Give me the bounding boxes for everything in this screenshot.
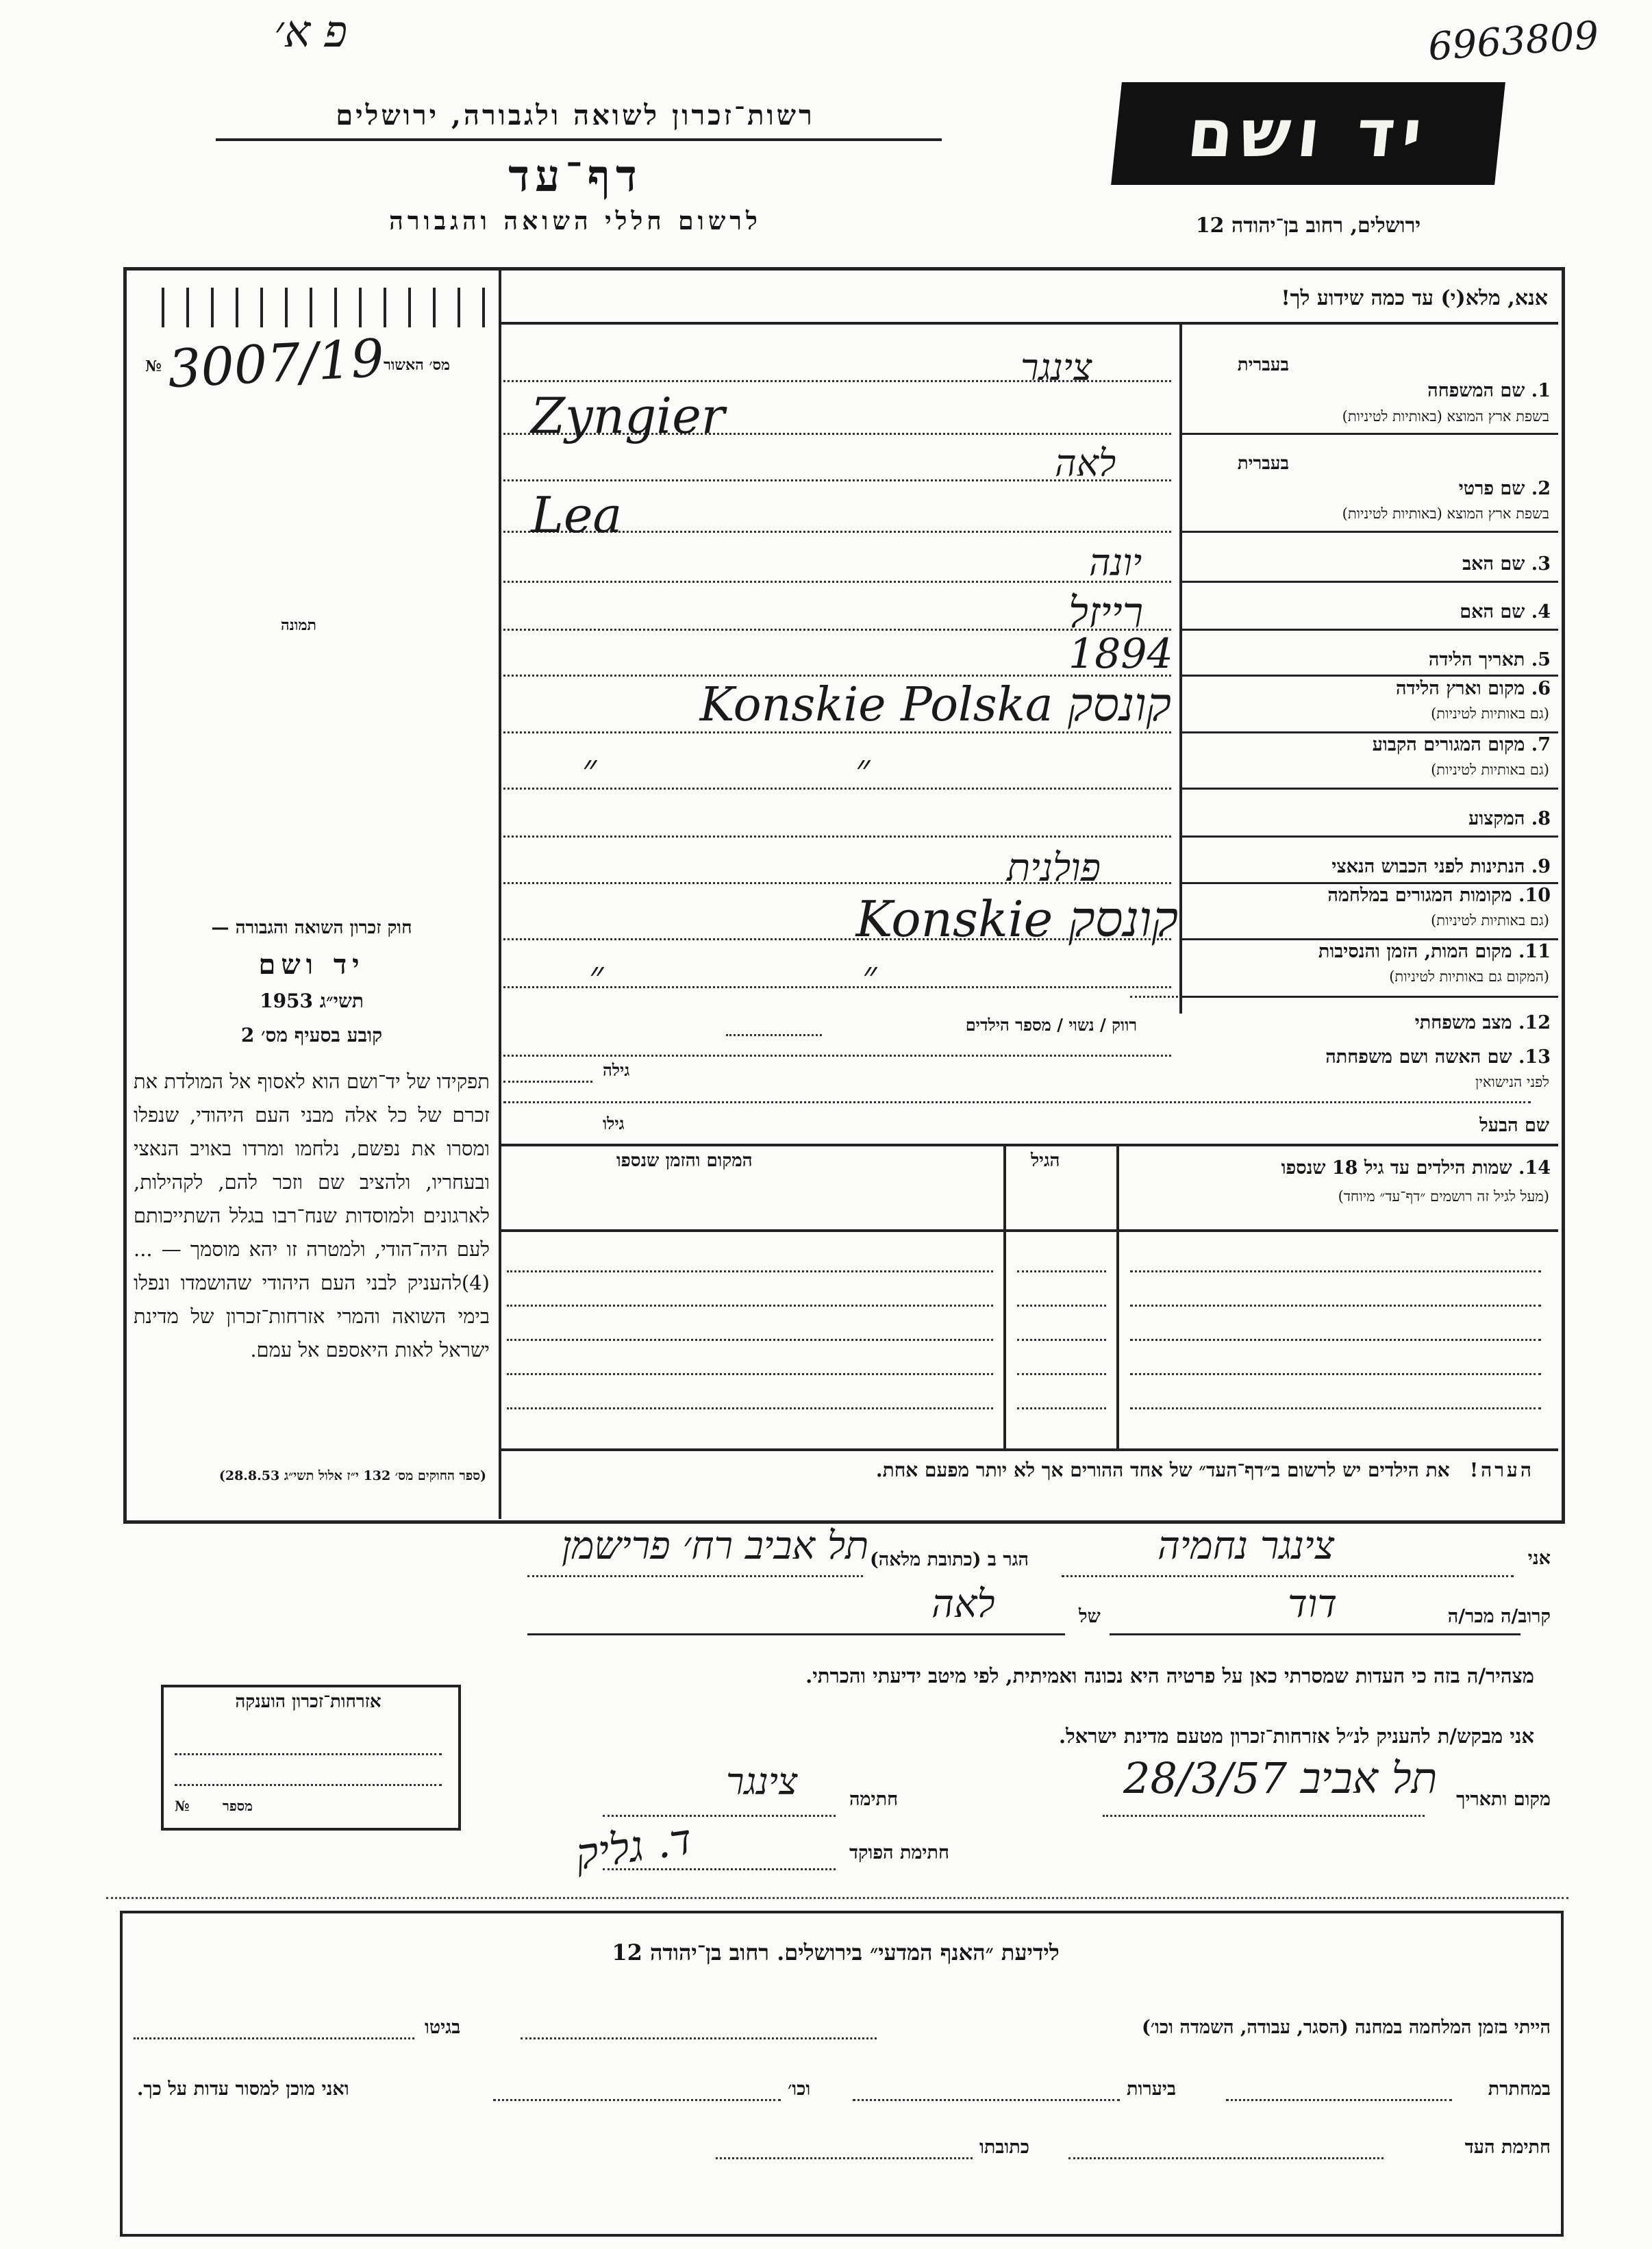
decl-resides-label: הגר ב (כתובת מלאה) <box>870 1549 1029 1570</box>
sep <box>1179 835 1558 838</box>
field-12-label: 12. מצב משפחתי <box>1414 1012 1551 1033</box>
field-7-sub: (גם באותיות לטיניות) <box>1431 762 1549 778</box>
children-line <box>1017 1339 1106 1341</box>
children-col-place: המקום והזמן שנספו <box>616 1151 753 1171</box>
bottom-line2-a: במחתרת <box>1488 2078 1551 2100</box>
children-line <box>507 1373 993 1375</box>
sep <box>1179 731 1558 733</box>
children-col-divider <box>1003 1145 1006 1450</box>
bottom-line <box>853 2099 1120 2101</box>
children-line <box>507 1407 993 1409</box>
note-top <box>499 1448 1558 1451</box>
field-1-value-he: צינגר <box>1021 346 1092 389</box>
bottom-line2-end: ואני מוכן למסור עדות על כך. <box>137 2078 349 2100</box>
decl-relation-label: קרוב/ה מכר/ה <box>1447 1606 1551 1627</box>
law-year: תשי״ג 1953 <box>260 990 364 1012</box>
approval-prefix: № <box>145 357 162 375</box>
tick <box>211 288 214 327</box>
husband-label: שם הבעל <box>1479 1115 1549 1136</box>
decl-of-label: של <box>1079 1606 1101 1627</box>
field-2-label: 2. שם פרטי <box>1458 478 1551 499</box>
field-13-label: 13. שם האשה ושם משפחתה <box>1325 1046 1551 1068</box>
children-label: 14. שמות הילדים עד גיל 18 שנספו <box>1281 1157 1551 1179</box>
yad-vashem-logo <box>1111 82 1505 185</box>
field-11-sub: (המקום גם באותיות לטיניות) <box>1389 968 1549 985</box>
org-underline <box>216 138 942 141</box>
children-line <box>1130 1339 1541 1341</box>
children-line <box>1130 1407 1541 1409</box>
citizenship-number-label: מספר <box>223 1798 253 1814</box>
decl-line <box>1103 1815 1425 1817</box>
tick <box>384 288 386 327</box>
children-sub: (מעל לגיל זה רושמים ״דף־עד״ מיוחד) <box>1338 1188 1549 1205</box>
decl-line <box>527 1633 1065 1635</box>
bottom-line <box>1226 2099 1452 2101</box>
cut-line <box>106 1897 1568 1899</box>
bottom-line <box>1068 2157 1384 2159</box>
decl-line <box>1110 1633 1520 1635</box>
tick <box>359 288 362 327</box>
law-title: חוק זכרון השואה והגבורה — <box>211 918 412 938</box>
decl-line <box>527 1575 863 1577</box>
children-line <box>1130 1373 1541 1375</box>
tick <box>236 288 238 327</box>
children-col-age: הגיל <box>1031 1151 1060 1171</box>
bottom-line <box>521 2037 877 2039</box>
value-line <box>726 1034 822 1036</box>
photo-label: תמונה <box>281 616 316 634</box>
decl-line <box>603 1868 836 1870</box>
field-11-label: 11. מקום המות, הזמן והנסיבות <box>1318 941 1551 962</box>
sep <box>1179 938 1558 940</box>
bottom-line3-b: כתובתו <box>979 2137 1029 2158</box>
field-5-value: 1894 <box>1068 630 1173 678</box>
decl-request: אני מבקש/ת להעניק לנ״ל אזרחות־זכרון מטעם מדינת ישראל. <box>1059 1724 1534 1748</box>
decl-signature-value: צינגר <box>726 1760 798 1803</box>
field-4-label: 4. שם האם <box>1460 601 1551 623</box>
law-name: יד ושם <box>258 948 365 981</box>
field-1-sub: בשפת ארץ המוצא (באותיות לטיניות) <box>1342 408 1549 425</box>
tick <box>310 288 312 327</box>
sep <box>1179 433 1558 435</box>
decl-resides-value: תל אביב רח׳ פרישמן <box>562 1524 869 1568</box>
field-2-sub: בשפת ארץ המוצא (באותיות לטיניות) <box>1342 505 1549 522</box>
sep <box>1179 531 1558 533</box>
children-line <box>507 1339 993 1341</box>
field-1-value-latin: Zyngier <box>531 387 725 444</box>
field-13-side: גילה <box>603 1060 630 1080</box>
value-line <box>503 1101 1531 1103</box>
tick <box>162 288 164 327</box>
decl-place-date-label: מקום ותאריך <box>1456 1789 1551 1810</box>
field-9-value: פולנית <box>1007 846 1101 890</box>
approval-label: מס׳ האשור <box>384 356 451 374</box>
sep <box>1179 882 1558 884</box>
intro-text: אנא, מלא(י) עד כמה שידוע לך! <box>1281 286 1548 310</box>
children-line <box>1017 1373 1106 1375</box>
children-line <box>1017 1305 1106 1307</box>
value-line <box>503 1081 592 1083</box>
sep <box>1179 996 1558 998</box>
header-address: ירושלים, רחוב בן־יהודה 12 <box>1195 214 1421 238</box>
approval-value: 3007/19 <box>166 327 386 400</box>
hebrew-tag-2: בעברית <box>1237 453 1289 474</box>
top-right-number: 6963809 <box>1427 13 1601 70</box>
law-clause: קובע בסעיף מס׳ 2 <box>240 1024 383 1046</box>
sep <box>1179 629 1558 631</box>
note-text: את הילדים יש לרשום ב״דף־העד״ של אחד ההורים אך לא יותר מפעם אחת. <box>875 1459 1450 1481</box>
bottom-line <box>134 2037 414 2039</box>
law-ref: (ספר החוקים מס׳ 132 י״ז אלול תשי״ג 28.8.53) <box>218 1468 486 1483</box>
decl-i-value: צינגר נחמיה <box>1157 1524 1335 1568</box>
tick <box>482 288 485 327</box>
decl-affirm: מצהיר/ה בזה כי העדות שמסרתי כאן על פרטיה היא נכונה ואמיתית, לפי מיטב ידיעתי והכרתי. <box>805 1664 1534 1687</box>
field-1-label: 1. שם המשפחה <box>1427 380 1551 401</box>
bottom-line2-b: ביערות <box>1127 2078 1177 2100</box>
field-10-label: 10. מקומות המגורים במלחמה <box>1327 885 1551 906</box>
decl-official-label: חתימת הפוקד <box>849 1842 949 1863</box>
field-6-sub: (גם באותיות לטיניות) <box>1431 705 1549 722</box>
law-body: תפקידו של יד־ושם הוא לאסוף אל המולדת את זכרם של כל אלה מבני העם היהודי, שנפלו ומסרו את נפשם, נלחמו ומרדו באויב הנאצי ובעחריו, ולהציב שם וזכר להם, לקהילות, לארגונים ולמוסדות שנח־רבו בגלל השתייכותם לעם היה־הודי, ולמטרה זו יהא מוסמך — ...(4)להעניק לבני העם היהודי שהושמדו ונפלו בימי השואה והמרי אזרחות־זכרון של מדינת ישראל לאות היאספם אל עמם. <box>134 1070 490 1361</box>
bottom-title: לידיעת ״האנף המדעי״ בירושלים. רחוב בן־יהודה 12 <box>612 1939 1060 1965</box>
field-6-label: 6. מקום וארץ הלידה <box>1396 678 1551 699</box>
value-line <box>1130 996 1178 998</box>
children-line <box>1130 1305 1541 1307</box>
field-5-label: 5. תאריך הלידה <box>1428 649 1551 670</box>
field-9-label: 9. הנתינות לפני הכבוש הנאצי <box>1331 856 1551 877</box>
value-line <box>503 581 1171 583</box>
children-line <box>507 1270 993 1272</box>
sep <box>1179 788 1558 790</box>
tick <box>334 288 337 327</box>
children-col-divider <box>1116 1145 1119 1450</box>
labels-divider <box>1179 322 1182 1014</box>
bottom-line2-c: וכו׳ <box>788 2078 811 2100</box>
field-7-value: ״ ״ <box>582 746 994 791</box>
citizenship-title: אזרחות־זכרון הוענקה <box>235 1692 381 1712</box>
decl-place-date-value: תל אביב 28/3/57 <box>1123 1753 1438 1803</box>
tick <box>285 288 288 327</box>
field-6-value: קונסק Konskie Polska <box>699 678 1171 732</box>
field-10-value: קונסק Konskie <box>855 890 1178 948</box>
note-label: הערה! <box>1469 1459 1534 1481</box>
children-line <box>1017 1270 1106 1272</box>
hebrew-tag-1: בעברית <box>1237 355 1289 375</box>
citizenship-line <box>175 1784 442 1786</box>
decl-official-value: ד. גליק <box>572 1813 695 1880</box>
field-12-options: רווק / נשוי / מספר הילדים <box>965 1015 1137 1035</box>
citizenship-line <box>175 1753 442 1755</box>
bottom-line1-label: הייתי בזמן המלחמה במחנה (הסגר, עבודה, השמדה וכו׳) <box>1142 2017 1551 2038</box>
field-2-value-he: לאה <box>1055 442 1116 485</box>
children-line <box>507 1305 993 1307</box>
children-line <box>1017 1407 1106 1409</box>
bottom-line3-a: חתימת העד <box>1464 2137 1551 2158</box>
field-11-value: ״ ״ <box>589 953 1001 998</box>
decl-line <box>1062 1575 1514 1577</box>
tick <box>408 288 411 327</box>
left-column-divider <box>499 269 501 1519</box>
tick <box>186 288 189 327</box>
sep <box>1179 675 1558 677</box>
bottom-line <box>716 2157 973 2159</box>
decl-of-value: לאה <box>931 1582 995 1626</box>
field-4-value: רייזל <box>1068 588 1144 638</box>
field-2-value-latin: Lea <box>531 486 623 544</box>
bottom-line1-end: בגיטו <box>425 2017 461 2038</box>
field-13-sub: לפני הנישואין <box>1475 1074 1549 1090</box>
children-line <box>1130 1270 1541 1272</box>
husband-side: גילו <box>603 1114 625 1133</box>
intro-divider <box>499 322 1558 325</box>
logo-text: יד ושם <box>1184 95 1433 172</box>
field-3-value: יונה <box>1089 541 1142 584</box>
field-10-sub: (גם באותיות לטיניות) <box>1431 912 1549 929</box>
tick <box>458 288 460 327</box>
decl-relation-value: דוד <box>1288 1582 1338 1626</box>
children-header-bottom <box>499 1229 1558 1232</box>
citizenship-number-prefix: № <box>175 1798 190 1814</box>
decl-line <box>603 1815 836 1817</box>
tick <box>260 288 263 327</box>
decl-signature-label: חתימה <box>849 1789 899 1810</box>
bottom-line <box>493 2099 781 2101</box>
field-7-label: 7. מקום המגורים הקבוע <box>1372 734 1551 755</box>
org-line: רשות־זכרון לשואה ולגבורה, ירושלים <box>336 99 815 131</box>
sep <box>1179 581 1558 583</box>
top-left-mark: פ א׳ <box>274 7 348 58</box>
field-8-label: 8. המקצוע <box>1468 808 1551 829</box>
form-subtitle: לרשום חללי השואה והגבורה <box>389 207 762 236</box>
tick <box>433 288 436 327</box>
form-title: דף־עד <box>508 151 642 202</box>
value-line <box>503 1055 1171 1057</box>
value-line <box>503 835 1171 838</box>
note-row <box>507 1459 1534 1482</box>
decl-i-label: אני <box>1527 1548 1551 1569</box>
field-3-label: 3. שם האב <box>1462 553 1551 575</box>
husband-divider <box>499 1144 1558 1146</box>
